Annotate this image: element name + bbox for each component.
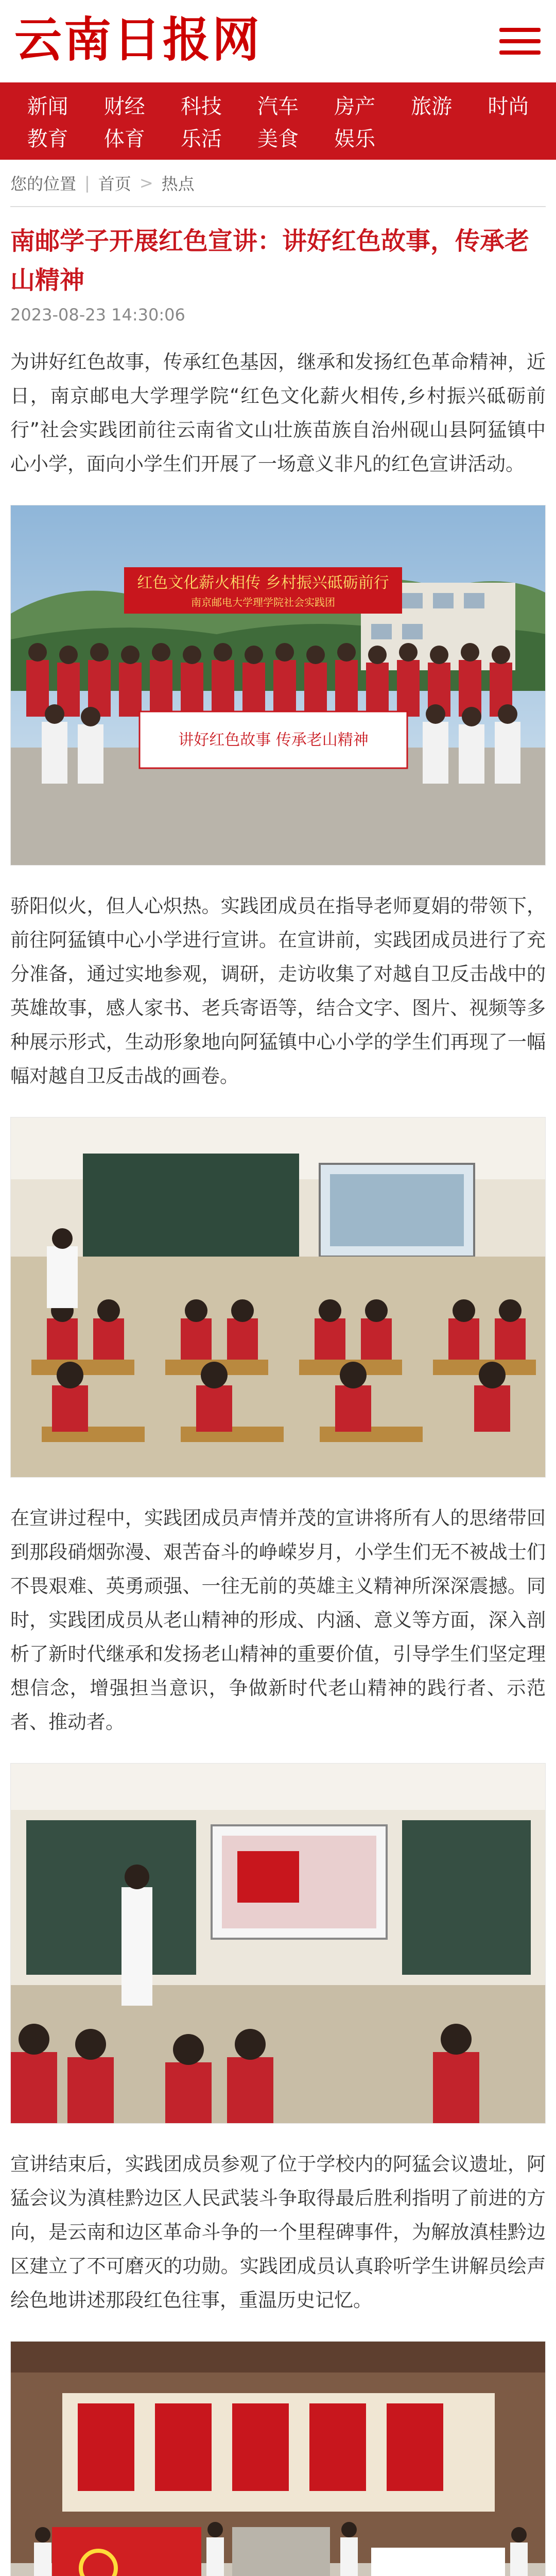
banner-text: 讲好红色故事 传承老山精神 [178, 731, 369, 749]
nav-item-education[interactable]: 教育 [27, 127, 68, 151]
breadcrumb-section[interactable]: 热点 [161, 174, 195, 194]
group-photo [10, 505, 546, 866]
menu-icon[interactable] [499, 21, 541, 62]
breadcrumb-home[interactable]: 首页 [98, 174, 131, 194]
breadcrumb-label: 您的位置 [10, 174, 77, 194]
breadcrumb-separator: | [84, 173, 90, 193]
nav-item-property[interactable]: 房产 [334, 95, 376, 118]
lecture-photo [10, 1763, 546, 2124]
channel-nav [0, 82, 556, 160]
nav-item-news[interactable]: 新闻 [27, 95, 68, 118]
nav-item-tech[interactable]: 科技 [180, 95, 222, 118]
site-logo[interactable]: 云南日报网 [14, 12, 262, 67]
site-header [0, 0, 556, 82]
banner-text: 红色文化薪火相传 乡村振兴砥砺前行 [137, 574, 389, 592]
nav-item-travel[interactable]: 旅游 [411, 95, 453, 118]
nav-item-entertainment[interactable]: 娱乐 [334, 127, 376, 151]
article-paragraph: 为讲好红色故事，传承红色基因，继承和发扬红色革命精神，近日，南京邮电大学理学院“红色文化薪火相传,乡村振兴砥砺前行”社会实践团前往云南省文山壮族苗族自治州砚山县阿猛镇中心小学，面向小学生们开展了一场意义非凡的红色宣讲活动。 [10, 351, 546, 475]
nav-item-sports[interactable]: 体育 [103, 127, 145, 151]
nav-item-finance[interactable]: 财经 [103, 95, 145, 118]
article-date: 2023-08-23 14:30:06 [10, 305, 185, 325]
article-title: 南邮学子开展红色宣讲：讲好红色故事，传承老山精神 [10, 227, 530, 295]
breadcrumb-separator: > [139, 173, 153, 193]
article-paragraph: 在宣讲过程中，实践团成员声情并茂的宣讲将所有人的思绪带回到那段硝烟弥漫、艰苦奋斗的峥嵘岁月，小学生们无不被战士们不畏艰难、英勇顽强、一往无前的英雄主义精神所深深震撼。同时，实践团成员从老山精神的形成、内涵、意义等方面，深入剖析了新时代继承和发扬老山精神的重要价值，引导学生们坚定理想信念，增强担当意识，争做新时代老山精神的践行者、示范者、推动者。 [10, 1507, 546, 1733]
memorial-site-photo [10, 2341, 546, 2576]
breadcrumb [0, 160, 556, 206]
nav-item-food[interactable]: 美食 [257, 127, 299, 151]
nav-item-auto[interactable]: 汽车 [257, 95, 299, 118]
nav-item-fashion[interactable]: 时尚 [488, 95, 529, 118]
article-paragraph: 骄阳似火，但人心炽热。实践团成员在指导老师夏娟的带领下，前往阿猛镇中心小学进行宣讲。在宣讲前，实践团成员进行了充分准备，通过实地参观，调研，走访收集了对越自卫反击战中的英雄故事，感人家书、老兵寄语等，结合文字、图片、视频等多种展示形式，生动形象地向阿猛镇中心小学的学生们再现了一幅幅对越自卫反击战的画卷。 [10, 895, 546, 1087]
article-paragraph: 宣讲结束后，实践团成员参观了位于学校内的阿猛会议遗址，阿猛会议为滇桂黔边区人民武装斗争取得最后胜利指明了前进的方向，是云南和边区革命斗争的一个里程碑事件，为解放滇桂黔边区建立了不可磨灭的功勋。实践团成员认真聆听学生讲解员绘声绘色地讲述那段红色往事，重温历史记忆。 [10, 2153, 546, 2311]
nav-item-lifestyle[interactable]: 乐活 [180, 127, 222, 151]
classroom-photo [10, 1117, 546, 1478]
banner-subtext: 南京邮电大学理学院社会实践团 [191, 596, 335, 608]
